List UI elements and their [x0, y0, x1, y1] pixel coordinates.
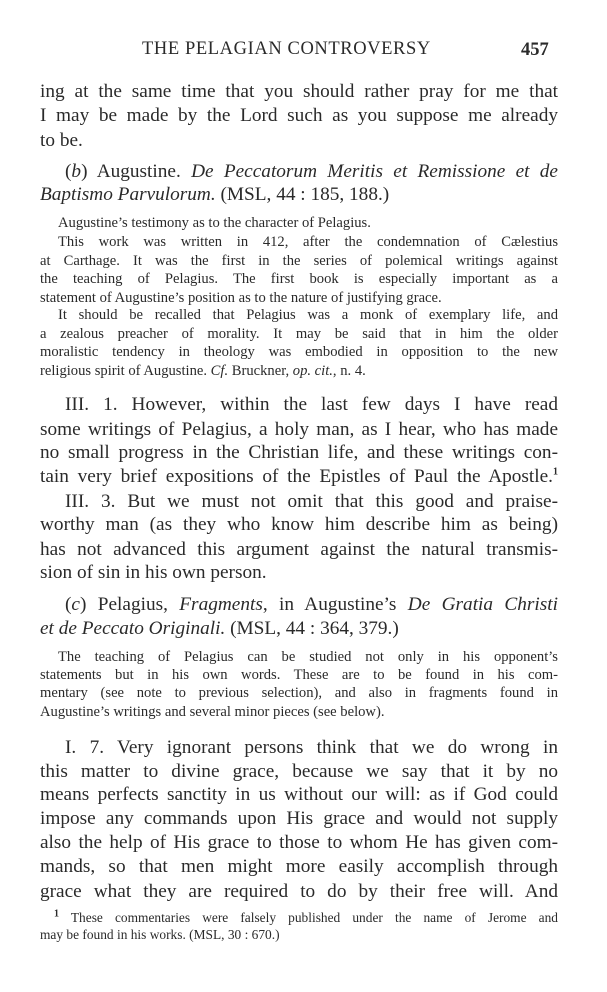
italic-text: Fragments [179, 594, 263, 615]
italic-text: et de Peccato Originali. [40, 618, 226, 639]
text-line [40, 289, 558, 307]
text-run: this matter to divine grace, because we say that it by no [40, 761, 558, 782]
italic-text: b [71, 161, 82, 182]
text-line [40, 465, 558, 489]
text-run: Augustine’s testimony as to the character of Pelagius. [58, 215, 371, 231]
text-line [40, 927, 558, 943]
text-run: ( [65, 161, 72, 182]
text-run: ( [65, 594, 72, 615]
text-line [58, 214, 558, 232]
text-run: grace what they are required to do by their free will. And [40, 881, 558, 902]
text-run: religious spirit of Augustine. [40, 363, 211, 379]
text-line [40, 252, 558, 270]
italic-text: Baptismo Parvulorum. [40, 184, 216, 205]
text-run: may be found in his works. (MSL, 30 : 670.) [40, 927, 280, 942]
text-run: to be. [40, 130, 83, 151]
text-run: I may be made by the Lord such as you suppose me already [40, 105, 558, 126]
text-line [40, 703, 558, 721]
text-run: (MSL, 44 : 364, 379.) [225, 618, 399, 639]
text-run: I. 7. Very ignorant persons think that we do wrong in [65, 737, 558, 758]
italic-text: op. cit. [292, 363, 333, 379]
text-run: mentary (see note to previous selection), and also in fragments found in [40, 685, 558, 701]
text-run: ) Pelagius, [79, 594, 180, 615]
running-title: THE PELAGIAN CONTROVERSY [142, 39, 431, 59]
text-line [40, 617, 558, 641]
text-run: statements but in his own words. These are to be found in his com- [40, 667, 558, 683]
text-line [40, 684, 558, 702]
text-line [65, 490, 558, 514]
text-line [40, 362, 558, 380]
text-line [40, 855, 558, 879]
text-line [58, 648, 558, 666]
text-line [40, 104, 558, 128]
text-line [40, 513, 558, 537]
text-line [58, 306, 558, 324]
text-run: mands, so that men might more easily accomplish through [40, 856, 558, 877]
text-run: The teaching of Pelagius can be studied not only in his opponent’s [58, 649, 558, 665]
footnote-marker: 1 [553, 466, 558, 478]
text-line [40, 831, 558, 855]
text-run: sion of sin in his own person. [40, 562, 267, 583]
text-line [40, 183, 558, 207]
text-run: worthy man (as they who know him describe him as being) [40, 514, 558, 535]
text-run: no small progress in the Christian life, and these writings con- [40, 442, 558, 463]
text-run: (MSL, 44 : 185, 188.) [215, 184, 390, 205]
text-run: moralistic tendency in theology was embodied in opposition to the new [40, 344, 558, 360]
text-run: These commentaries were falsely published under the name of Jerome and [59, 910, 558, 925]
text-line [40, 561, 558, 585]
text-run: impose any commands upon His grace and would not supply [40, 808, 558, 829]
page-number: 457 [521, 40, 549, 60]
text-run: some writings of Pelagius, a holy man, as I hear, who has made [40, 419, 558, 440]
text-line [40, 441, 558, 465]
text-line [40, 783, 558, 807]
text-line [65, 593, 558, 617]
running-header [0, 39, 607, 61]
text-run: the teaching of Pelagius. The first book is especially important as a [40, 271, 558, 287]
text-run: means perfects sanctity in us without our will: as if God could [40, 784, 558, 805]
text-line [65, 160, 558, 184]
text-line [40, 80, 558, 104]
text-run: at Carthage. It was the first in the series of polemical writings against [40, 253, 558, 269]
text-run: ) Augustine. [81, 161, 192, 182]
text-line [40, 270, 558, 288]
text-line [40, 666, 558, 684]
text-run: statement of Augustine’s position as to the nature of justifying grace. [40, 290, 442, 306]
text-line [65, 393, 558, 417]
footnote-marker: 1 [54, 908, 59, 920]
text-line [40, 343, 558, 361]
text-run: tain very brief expositions of the Epistles of Paul the Apostle. [40, 466, 553, 487]
italic-text: Cf. [210, 363, 229, 379]
text-line [40, 538, 558, 562]
text-line [40, 418, 558, 442]
text-run: Bruckner, [228, 363, 293, 379]
text-run: This work was written in 412, after the condemnation of Cælestius [58, 234, 558, 250]
text-run: III. 1. However, within the last few days I have read [65, 394, 558, 415]
italic-text: De Gratia Christi [407, 594, 558, 615]
text-line [40, 325, 558, 343]
text-run: , in Augustine’s [262, 594, 408, 615]
italic-text: c [71, 594, 80, 615]
text-line [40, 807, 558, 831]
text-line [65, 736, 558, 760]
text-line [58, 233, 558, 251]
text-run: a zealous preacher of morality. It may be said that in him the older [40, 326, 558, 342]
text-run: III. 3. But we must not omit that this good and praise- [65, 491, 558, 512]
text-run: has not advanced this argument against the natural transmis- [40, 539, 558, 560]
text-run: , n. 4. [332, 363, 366, 379]
text-line [40, 760, 558, 784]
text-line [40, 880, 558, 904]
text-line [40, 129, 558, 153]
italic-text: De Peccatorum Meritis et Remissione et de [191, 161, 558, 182]
text-run: Augustine’s writings and several minor pieces (see below). [40, 704, 385, 720]
text-run: ing at the same time that you should rather pray for me that [40, 81, 558, 102]
text-line [54, 910, 558, 926]
text-run: also the help of His grace to those to whom He has given com- [40, 832, 558, 853]
text-run: It should be recalled that Pelagius was a monk of exemplary life, and [58, 307, 558, 323]
